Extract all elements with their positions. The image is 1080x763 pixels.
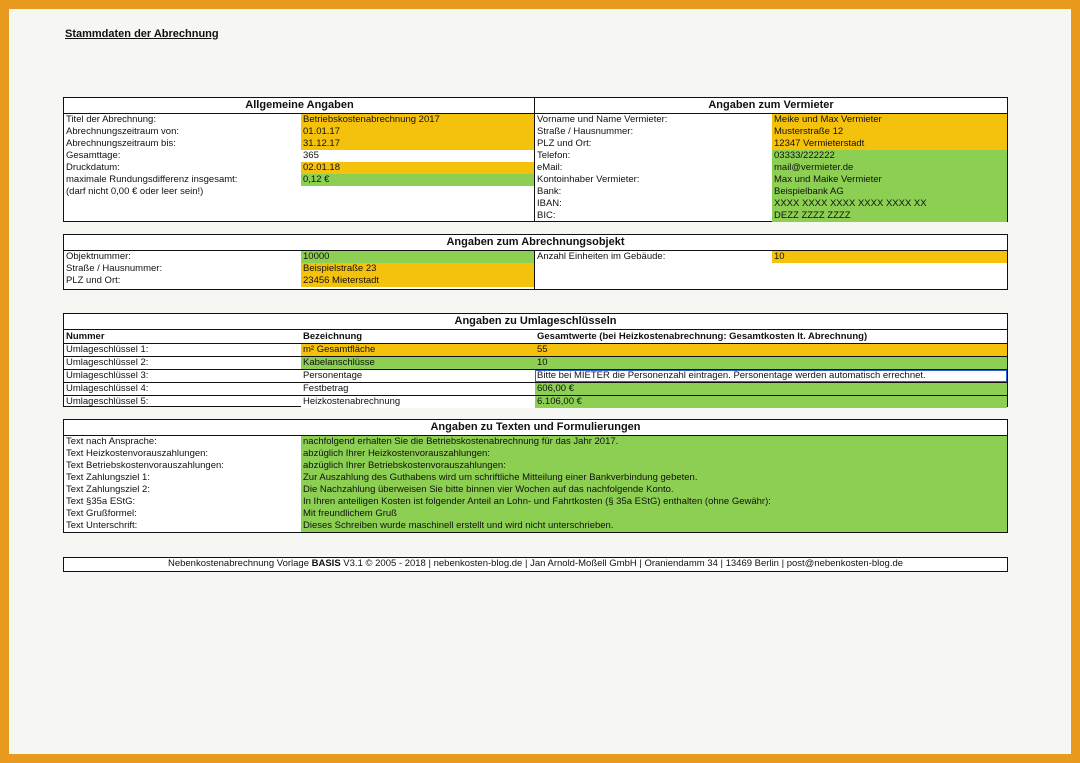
vermieter-row <box>535 198 1007 210</box>
footer-credit <box>63 557 1008 572</box>
umlage-nummer: Umlageschlüssel 2: <box>66 357 149 368</box>
allgemein-label: Gesamttage: <box>66 150 121 161</box>
texte-label: Text Zahlungsziel 1: <box>66 472 150 483</box>
objekt-right-value-cell[interactable]: 10 <box>772 251 1007 263</box>
objekt-left-row <box>64 275 535 287</box>
vermieter-value-cell[interactable]: Meike und Max Vermieter <box>772 114 1007 126</box>
texte-value-cell[interactable]: abzüglich Ihrer Heizkostenvorauszahlungen: <box>301 448 1007 460</box>
texte-label: Text Grußformel: <box>66 508 137 519</box>
texte-value-cell[interactable]: In Ihren anteiligen Kosten ist folgender Anteil an Lohn- und Fahrtkosten (§ 35a EStG) enthalten (ohne Gewähr): <box>301 496 1007 508</box>
allgemein-vermieter-table <box>63 97 1008 222</box>
vermieter-row <box>535 186 1007 198</box>
texte-row <box>64 472 1007 484</box>
umlage-nummer: Umlageschlüssel 3: <box>66 370 149 381</box>
texte-rows <box>64 436 1007 532</box>
vermieter-value-cell[interactable]: Max und Maike Vermieter <box>772 174 1007 186</box>
page-title: Stammdaten der Abrechnung <box>65 28 219 40</box>
texte-row <box>64 508 1007 520</box>
allgemein-label: Titel der Abrechnung: <box>66 114 156 125</box>
texte-value-cell[interactable]: Mit freundlichem Gruß <box>301 508 1007 520</box>
umlage-rows <box>64 343 1007 408</box>
vermieter-label: Bank: <box>537 186 562 197</box>
vermieter-value-cell[interactable]: XXXX XXXX XXXX XXXX XXXX XX <box>772 198 1007 210</box>
umlage-gesamtwert-cell[interactable]: Bitte bei MIETER die Personenzahl eintragen. Personentage werden automatisch errechnet. <box>535 370 1007 382</box>
vermieter-row <box>535 138 1007 150</box>
vermieter-rows <box>535 114 1007 222</box>
allgemein-label: maximale Rundungsdifferenz insgesamt: <box>66 174 238 185</box>
vermieter-value-cell[interactable]: Musterstraße 12 <box>772 126 1007 138</box>
umlage-row <box>64 343 1007 356</box>
texte-value-cell[interactable]: Dieses Schreiben wurde maschinell erstellt und wird nicht unterschrieben. <box>301 520 1007 532</box>
vermieter-value-cell[interactable]: DEZZ ZZZZ ZZZZ <box>772 210 1007 222</box>
umlage-row <box>64 382 1007 395</box>
umlage-gesamtwert-cell[interactable]: 6.106,00 € <box>535 396 1007 408</box>
objekt-table <box>63 234 1008 290</box>
umlage-bezeichnung-cell[interactable]: Heizkostenabrechnung <box>301 396 535 408</box>
vermieter-value-cell[interactable]: 12347 Vermieterstadt <box>772 138 1007 150</box>
allgemein-label: Druckdatum: <box>66 162 120 173</box>
col-gesamtwerte: Gesamtwerte (bei Heizkostenabrechnung: Gesamtkosten lt. Abrechnung) <box>537 331 868 342</box>
vermieter-row <box>535 210 1007 222</box>
texte-label: Text Heizkostenvorauszahlungen: <box>66 448 209 459</box>
vermieter-label: BIC: <box>537 210 556 221</box>
vermieter-label: Straße / Hausnummer: <box>537 126 634 137</box>
vermieter-row <box>535 162 1007 174</box>
texte-value-cell[interactable]: nachfolgend erhalten Sie die Betriebskostenabrechnung für das Jahr 2017. <box>301 436 1007 448</box>
allgemein-row <box>64 138 535 150</box>
objekt-left-row <box>64 263 535 275</box>
texte-row <box>64 484 1007 496</box>
objekt-right-row <box>535 251 1007 263</box>
umlage-table <box>63 313 1008 407</box>
vermieter-row <box>535 174 1007 186</box>
allgemein-value-cell[interactable]: 365 <box>301 150 535 162</box>
col-nummer: Nummer <box>66 331 105 342</box>
vermieter-label: IBAN: <box>537 198 562 209</box>
objekt-left-rows <box>64 251 535 287</box>
umlage-bezeichnung-cell[interactable]: Festbetrag <box>301 383 535 395</box>
texte-row <box>64 436 1007 448</box>
umlage-gesamtwert-cell[interactable]: 55 <box>535 344 1007 356</box>
allgemein-label: Abrechnungszeitraum bis: <box>66 138 176 149</box>
allgemein-value-cell[interactable]: 01.01.17 <box>301 126 535 138</box>
objekt-right-label: Anzahl Einheiten im Gebäude: <box>537 251 666 262</box>
spreadsheet-page <box>9 9 1071 754</box>
objekt-left-row <box>64 251 535 263</box>
vermieter-label: eMail: <box>537 162 563 173</box>
texte-label: Text Zahlungsziel 2: <box>66 484 150 495</box>
texte-row <box>64 520 1007 532</box>
vermieter-header: Angaben zum Vermieter <box>535 98 1007 114</box>
texte-row <box>64 496 1007 508</box>
umlage-nummer: Umlageschlüssel 4: <box>66 383 149 394</box>
vermieter-row <box>535 150 1007 162</box>
objekt-header: Angaben zum Abrechnungsobjekt <box>64 235 1007 251</box>
umlage-column-headers <box>64 330 1007 343</box>
umlage-row <box>64 395 1007 408</box>
texte-label: Text Unterschrift: <box>66 520 138 531</box>
vermieter-value-cell[interactable]: mail@vermieter.de <box>772 162 1007 174</box>
allgemein-row <box>64 150 535 162</box>
umlage-gesamtwert-cell[interactable]: 10 <box>535 357 1007 369</box>
umlage-gesamtwert-cell[interactable]: 606,00 € <box>535 383 1007 395</box>
texte-value-cell[interactable]: abzüglich Ihrer Betriebskostenvorauszahlungen: <box>301 460 1007 472</box>
texte-label: Text nach Ansprache: <box>66 436 157 447</box>
umlage-bezeichnung-cell[interactable]: Kabelanschlüsse <box>301 357 535 369</box>
vermieter-label: Kontoinhaber Vermieter: <box>537 174 640 185</box>
umlage-bezeichnung-cell[interactable]: Personentage <box>301 370 535 382</box>
umlage-row <box>64 369 1007 382</box>
allgemein-value-cell[interactable]: 02.01.18 <box>301 162 535 174</box>
texte-row <box>64 448 1007 460</box>
texte-label: Text §35a EStG: <box>66 496 136 507</box>
vermieter-value-cell[interactable]: Beispielbank AG <box>772 186 1007 198</box>
allgemein-rows <box>64 114 535 222</box>
objekt-right-rows <box>535 251 1007 287</box>
texte-label: Text Betriebskostenvorauszahlungen: <box>66 460 224 471</box>
objekt-left-label: Straße / Hausnummer: <box>66 263 163 274</box>
allgemein-value-cell[interactable]: 31.12.17 <box>301 138 535 150</box>
objekt-left-value-cell[interactable]: 23456 Mieterstadt <box>301 275 535 287</box>
footer-bold: BASIS <box>311 558 341 569</box>
texte-table <box>63 419 1008 533</box>
umlage-row <box>64 356 1007 369</box>
allgemein-row <box>64 126 535 138</box>
vermieter-label: PLZ und Ort: <box>537 138 592 149</box>
vermieter-row <box>535 126 1007 138</box>
objekt-left-label: PLZ und Ort: <box>66 275 121 286</box>
allgemein-header: Allgemeine Angaben <box>64 98 535 114</box>
allgemein-label: Abrechnungszeitraum von: <box>66 126 180 137</box>
allgemein-row <box>64 162 535 174</box>
vermieter-row <box>535 114 1007 126</box>
vermieter-label: Vorname und Name Vermieter: <box>537 114 668 125</box>
allgemein-row <box>64 186 535 198</box>
vermieter-label: Telefon: <box>537 150 571 161</box>
umlage-nummer: Umlageschlüssel 5: <box>66 396 149 407</box>
texte-header: Angaben zu Texten und Formulierungen <box>64 420 1007 436</box>
allgemein-row <box>64 174 535 186</box>
umlage-nummer: Umlageschlüssel 1: <box>66 344 149 355</box>
allgemein-value-cell[interactable] <box>301 186 535 198</box>
vermieter-value-cell[interactable]: 03333/222222 <box>772 150 1007 162</box>
texte-value-cell[interactable]: Zur Auszahlung des Guthabens wird um schriftliche Mitteilung einer Bankverbindung gebeten. <box>301 472 1007 484</box>
allgemein-value-cell[interactable]: 0,12 € <box>301 174 535 186</box>
footer-before: Nebenkostenabrechnung Vorlage <box>167 558 312 569</box>
umlage-bezeichnung-cell[interactable]: m² Gesamtfläche <box>301 344 535 356</box>
objekt-left-label: Objektnummer: <box>66 251 131 262</box>
objekt-left-value-cell[interactable]: Beispielstraße 23 <box>301 263 535 275</box>
texte-value-cell[interactable]: Die Nachzahlung überweisen Sie bitte binnen vier Wochen auf das nachfolgende Konto. <box>301 484 1007 496</box>
texte-row <box>64 460 1007 472</box>
allgemein-value-cell[interactable]: Betriebskostenabrechnung 2017 <box>301 114 535 126</box>
objekt-left-value-cell[interactable]: 10000 <box>301 251 535 263</box>
umlage-header: Angaben zu Umlageschlüsseln <box>64 314 1007 330</box>
allgemein-row <box>64 114 535 126</box>
col-bezeichnung: Bezeichnung <box>303 331 363 342</box>
allgemein-label: (darf nicht 0,00 € oder leer sein!) <box>66 186 204 197</box>
footer-after: V3.1 © 2005 - 2018 | nebenkosten-blog.de | Jan Arnold-Moßell GmbH | Oraniendamm 34 | 13469 Berlin | post@nebenkosten-blog.de <box>340 558 904 569</box>
